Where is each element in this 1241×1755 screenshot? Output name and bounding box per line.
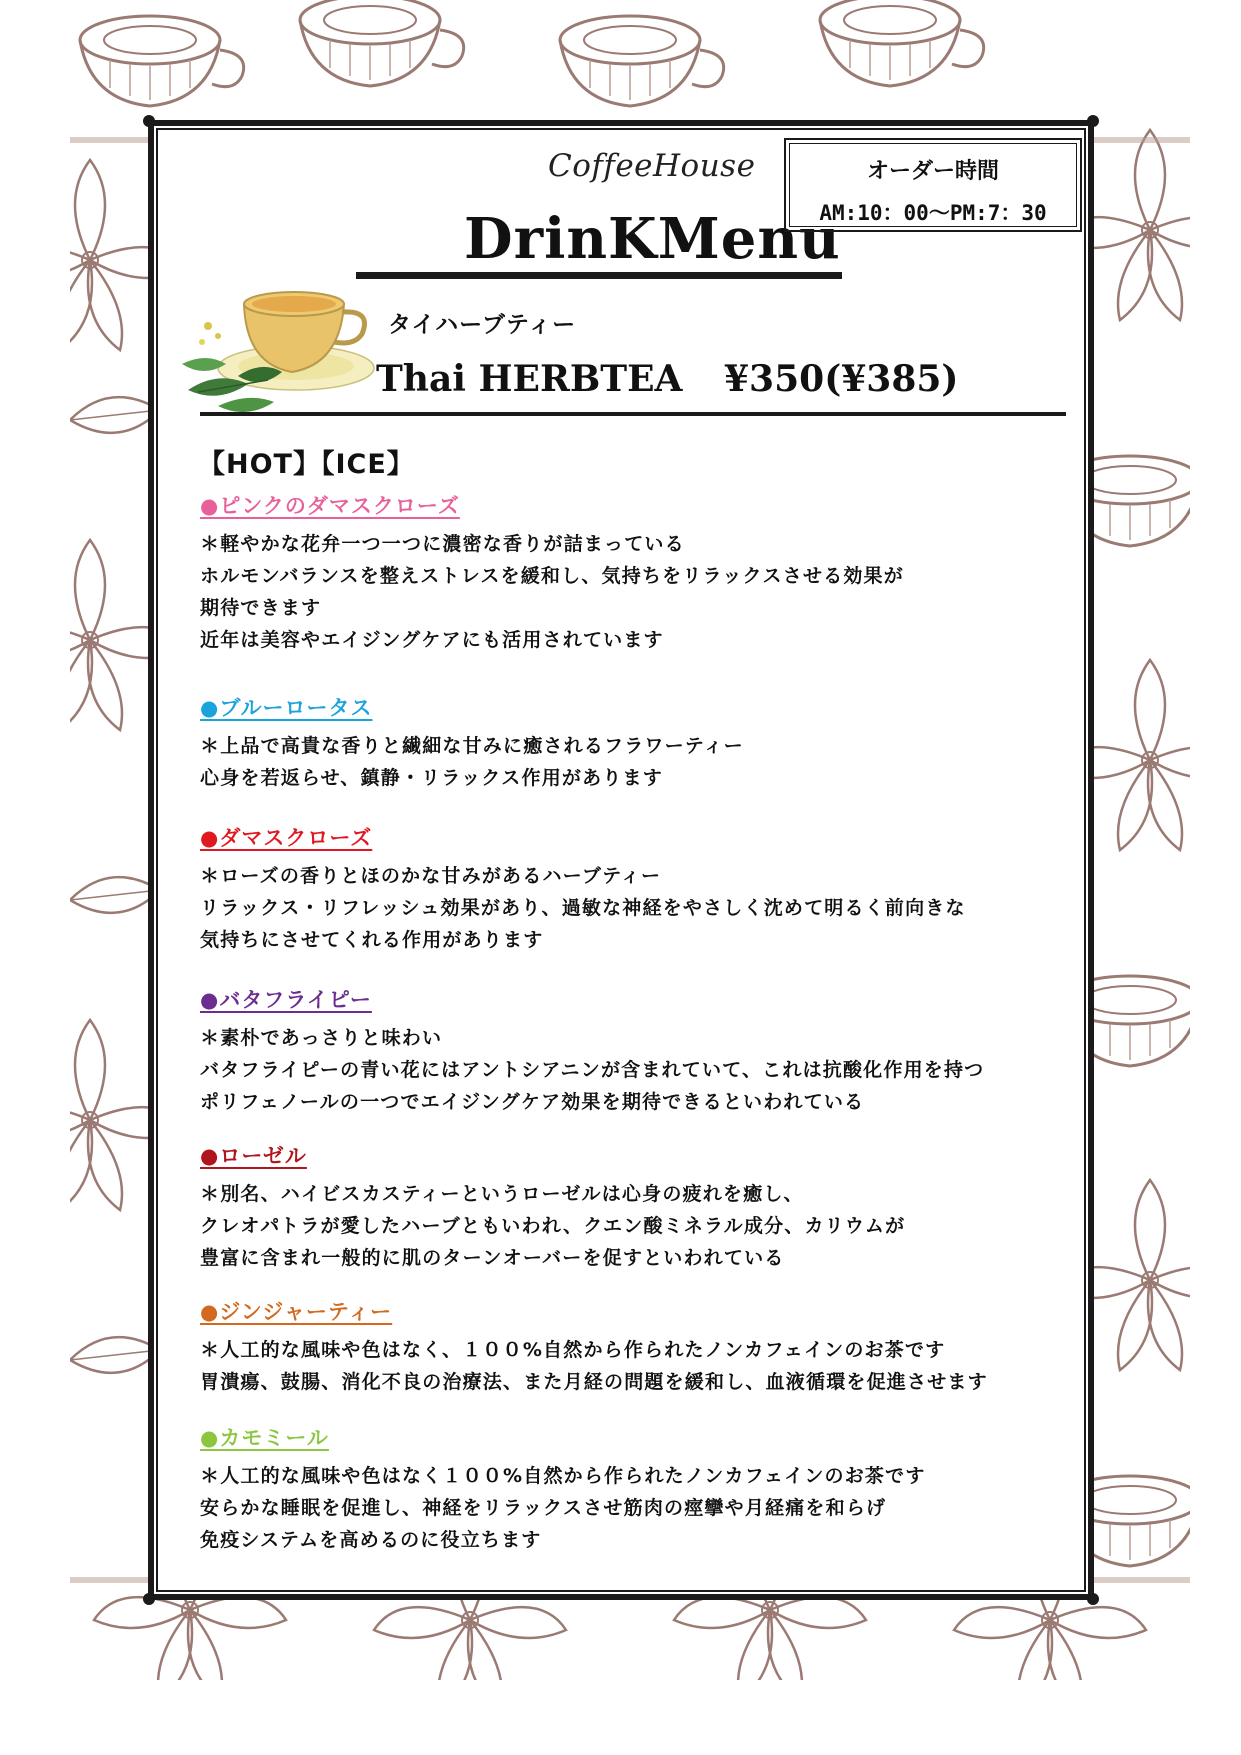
item-description: ＊上品で高貴な香りと繊細な甘みに癒されるフラワーティー bbox=[200, 735, 744, 757]
item-description: ＊ローズの香りとほのかな甘みがあるハーブティー bbox=[200, 865, 662, 887]
item-description: 胃潰瘍、鼓腸、消化不良の治療法、また月経の問題を緩和し、血液循環を促進させます bbox=[200, 1371, 988, 1393]
item-description: 期待できます bbox=[200, 597, 322, 619]
tea-name-english: Thai HERBTEA bbox=[376, 358, 683, 400]
item-title: ●ピンクのダマスクローズ bbox=[200, 494, 460, 518]
frame-corner bbox=[143, 115, 155, 127]
price-divider bbox=[200, 412, 1066, 416]
item-title: ●カモミール bbox=[200, 1426, 329, 1450]
item-title: ●ダマスクローズ bbox=[200, 826, 373, 850]
item-description: ＊素朴であっさりと味わい bbox=[200, 1027, 443, 1049]
brand-name: CoffeeHouse bbox=[548, 148, 756, 184]
frame-corner bbox=[143, 1593, 155, 1605]
item-description: ＊人工的な風味や色はなく１００%自然から作られたノンカフェインのお茶です bbox=[200, 1465, 926, 1487]
item-description: リラックス・リフレッシュ効果があり、過敏な神経をやさしく沈めて明るく前向きな bbox=[200, 897, 966, 919]
frame-corner bbox=[1087, 115, 1099, 127]
menu-item bbox=[200, 1296, 1060, 1398]
item-description: バタフライピーの青い花にはアントシアニンが含まれていて、これは抗酸化作用を持つ bbox=[200, 1059, 985, 1081]
item-description: 気持ちにさせてくれる作用があります bbox=[200, 929, 544, 951]
menu-title: DrinKMenu bbox=[464, 206, 841, 272]
item-description: 安らかな睡眠を促進し、神経をリラックスさせ筋肉の痙攣や月経痛を和らげ bbox=[200, 1497, 887, 1519]
order-hours-box bbox=[784, 138, 1082, 232]
item-description: ＊人工的な風味や色はなく、１００%自然から作られたノンカフェインのお茶です bbox=[200, 1339, 946, 1361]
menu-item bbox=[200, 984, 1060, 1118]
order-hours-label: オーダー時間 bbox=[866, 159, 999, 184]
item-description: 近年は美容やエイジングケアにも活用されています bbox=[200, 629, 664, 651]
item-description: ＊軽やかな花弁一つ一つに濃密な香りが詰まっている bbox=[200, 533, 685, 555]
item-title: ●バタフライピー bbox=[200, 988, 372, 1012]
item-title: ●ブルーロータス bbox=[200, 696, 373, 720]
item-description: ポリフェノールの一つでエイジングケア効果を期待できるといわれている bbox=[200, 1091, 865, 1113]
tea-price: ¥350(¥385) bbox=[724, 358, 959, 400]
item-title: ●ジンジャーティー bbox=[200, 1300, 393, 1324]
menu-item bbox=[200, 1422, 1060, 1556]
item-description: ホルモンバランスを整えストレスを緩和し、気持ちをリラックスさせる効果が bbox=[200, 565, 904, 587]
order-hours-time: AM:10：00〜PM:7：30 bbox=[819, 201, 1047, 225]
item-description: ＊別名、ハイビスカスティーというローゼルは心身の疲れを癒し、 bbox=[200, 1183, 804, 1205]
item-description: クレオパトラが愛したハーブともいわれ、クエン酸ミネラル成分、カリウムが bbox=[200, 1215, 906, 1237]
frame-corner bbox=[1087, 1593, 1099, 1605]
item-description: 心身を若返らせ、鎮静・リラックス作用があります bbox=[200, 767, 663, 789]
item-description: 免疫システムを高めるのに役立ちます bbox=[200, 1529, 542, 1551]
item-description: 豊富に含まれ一般的に肌のターンオーバーを促すといわれている bbox=[200, 1247, 785, 1269]
title-underline bbox=[356, 272, 842, 279]
menu-item bbox=[200, 822, 1060, 956]
menu-item bbox=[200, 490, 1060, 656]
menu-item bbox=[200, 692, 1060, 794]
tea-name-japanese: タイハーブティー bbox=[388, 312, 577, 338]
item-title: ●ローゼル bbox=[200, 1144, 307, 1168]
menu-item bbox=[200, 1140, 1060, 1274]
temperature-options: 【HOT】【ICE】 bbox=[198, 449, 415, 480]
herb-tea-cup-icon bbox=[178, 280, 378, 416]
